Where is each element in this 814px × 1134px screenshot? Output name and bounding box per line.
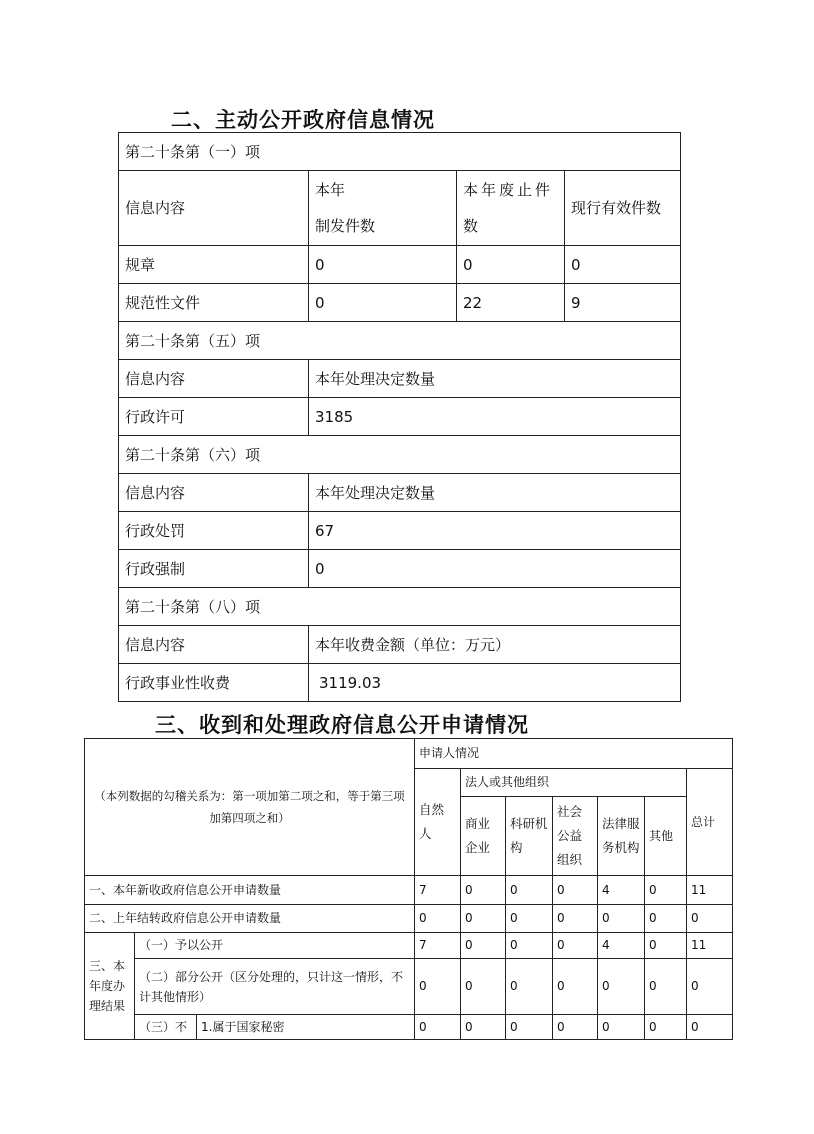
- cell: 0: [309, 284, 457, 322]
- row-label: 规章: [119, 246, 309, 284]
- cell: 0: [461, 1015, 506, 1040]
- applicant-header: 申请人情况: [415, 739, 733, 769]
- cell: 0: [506, 959, 553, 1015]
- cell: 0: [565, 246, 681, 284]
- table-row: [85, 876, 733, 905]
- row-label: （三）不: [135, 1015, 197, 1040]
- row-sublabel: 1.属于国家秘密: [197, 1015, 415, 1040]
- table-row: [85, 933, 733, 959]
- cell: 0: [687, 959, 733, 1015]
- article20-5-title: 第二十条第（五）项: [119, 322, 681, 360]
- row-label: 行政处罚: [119, 512, 309, 550]
- row-label: （二）部分公开（区分处理的，只计这一情形，不计其他情形）: [135, 959, 415, 1015]
- cell: 3185: [309, 398, 681, 436]
- cell: 0: [598, 959, 645, 1015]
- col-research: 科研机构: [506, 797, 553, 876]
- col-other: 其他: [645, 797, 687, 876]
- cell: 0: [553, 905, 598, 933]
- cell: 0: [461, 959, 506, 1015]
- header-issued: 本年 制发件数: [309, 171, 457, 246]
- table-row: [119, 550, 681, 588]
- cell: 67: [309, 512, 681, 550]
- col-total: 总计: [687, 769, 733, 876]
- table-row: [85, 959, 733, 1015]
- row-label: （一）予以公开: [135, 933, 415, 959]
- header-decisions: 本年处理决定数量: [309, 360, 681, 398]
- row-label: 行政强制: [119, 550, 309, 588]
- cell: 4: [598, 933, 645, 959]
- table-row: [119, 664, 681, 702]
- header-valid: 现行有效件数: [565, 171, 681, 246]
- cell: 11: [687, 876, 733, 905]
- cell: 0: [598, 1015, 645, 1040]
- cell: 9: [565, 284, 681, 322]
- header-abolished: 本年废止件 数: [457, 171, 565, 246]
- header-info-content: 信息内容: [119, 474, 309, 512]
- cell: 0: [506, 1015, 553, 1040]
- row-label: 二、上年结转政府信息公开申请数量: [85, 905, 415, 933]
- cell: 0: [415, 959, 461, 1015]
- balance-note: （本列数据的勾稽关系为：第一项加第二项之和，等于第三项加第四项之和）: [85, 739, 415, 876]
- cell: 0: [461, 876, 506, 905]
- cell: 0: [415, 905, 461, 933]
- cell: 3119.03: [309, 664, 681, 702]
- table-row: [85, 1015, 733, 1040]
- cell: 0: [309, 550, 681, 588]
- legal-entity-header: 法人或其他组织: [461, 769, 687, 797]
- application-table: [84, 738, 733, 1040]
- section3-heading: 三、收到和处理政府信息公开申请情况: [155, 713, 529, 737]
- cell: 0: [687, 905, 733, 933]
- article20-1-title: 第二十条第（一）项: [119, 133, 681, 171]
- table-row: [85, 905, 733, 933]
- cell: 0: [687, 1015, 733, 1040]
- cell: 4: [598, 876, 645, 905]
- col-commercial: 商业企业: [461, 797, 506, 876]
- cell: 0: [645, 933, 687, 959]
- result-group-label: 三、本年度办理结果: [85, 933, 135, 1040]
- row-label: 规范性文件: [119, 284, 309, 322]
- cell: 0: [415, 1015, 461, 1040]
- header-fee-amount: 本年收费金额（单位：万元）: [309, 626, 681, 664]
- cell: 0: [506, 933, 553, 959]
- cell: 0: [553, 876, 598, 905]
- cell: 0: [461, 905, 506, 933]
- cell: 0: [645, 876, 687, 905]
- cell: 7: [415, 933, 461, 959]
- cell: 0: [645, 1015, 687, 1040]
- cell: 0: [309, 246, 457, 284]
- col-natural-person: 自然人: [415, 769, 461, 876]
- row-label: 行政许可: [119, 398, 309, 436]
- article20-8-title: 第二十条第（八）项: [119, 588, 681, 626]
- header-info-content: 信息内容: [119, 626, 309, 664]
- section2-heading: 二、主动公开政府信息情况: [171, 108, 435, 132]
- cell: 7: [415, 876, 461, 905]
- row-label: 一、本年新收政府信息公开申请数量: [85, 876, 415, 905]
- table-row: [119, 398, 681, 436]
- cell: 0: [506, 905, 553, 933]
- proactive-disclosure-table: [118, 132, 681, 702]
- header-decisions: 本年处理决定数量: [309, 474, 681, 512]
- table-row: [119, 284, 681, 322]
- cell: 11: [687, 933, 733, 959]
- cell: 0: [553, 959, 598, 1015]
- cell: 0: [457, 246, 565, 284]
- article20-6-title: 第二十条第（六）项: [119, 436, 681, 474]
- cell: 0: [645, 959, 687, 1015]
- cell: 0: [461, 933, 506, 959]
- row-label: 行政事业性收费: [119, 664, 309, 702]
- table-row: [119, 512, 681, 550]
- cell: 22: [457, 284, 565, 322]
- cell: 0: [506, 876, 553, 905]
- cell: 0: [645, 905, 687, 933]
- header-info-content: 信息内容: [119, 360, 309, 398]
- header-info-content: 信息内容: [119, 171, 309, 246]
- table-row: [119, 246, 681, 284]
- cell: 0: [598, 905, 645, 933]
- col-public-welfare: 社会公益组织: [553, 797, 598, 876]
- cell: 0: [553, 1015, 598, 1040]
- col-legal-service: 法律服务机构: [598, 797, 645, 876]
- cell: 0: [553, 933, 598, 959]
